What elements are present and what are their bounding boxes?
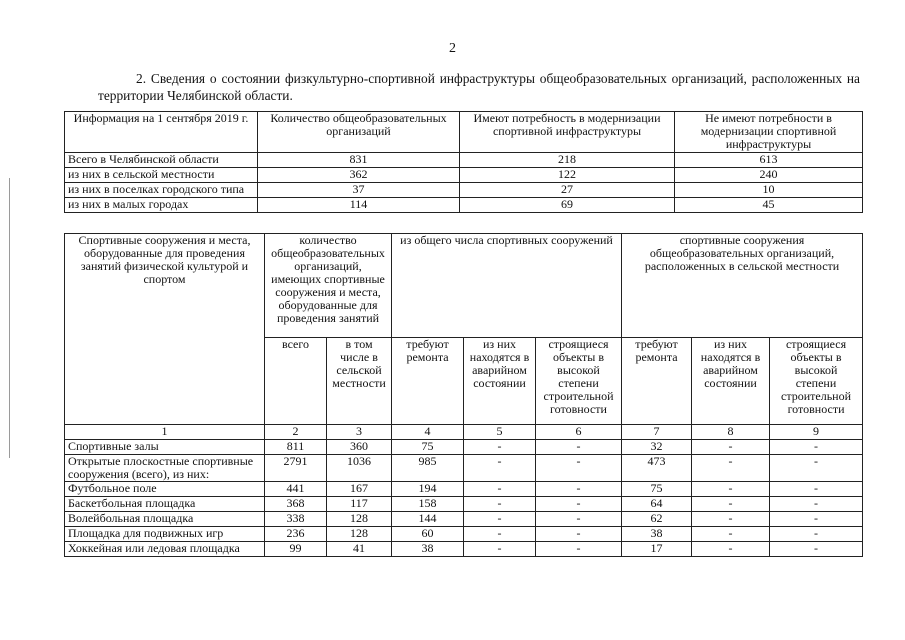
cell-value: -: [464, 497, 536, 512]
summary-header-need-modernization: Имеют потребность в модернизации спортивной инфраструктуры: [460, 112, 675, 153]
subheader-rural-repair: требуют ремонта: [622, 338, 692, 425]
table-row: [65, 542, 863, 557]
cell-value: 128: [327, 527, 392, 542]
row-label: Баскетбольная площадка: [65, 497, 265, 512]
cell-value: 10: [675, 183, 863, 198]
table-row: [65, 512, 863, 527]
column-number: 1: [65, 425, 265, 440]
cell-value: 75: [622, 482, 692, 497]
row-label: Хоккейная или ледовая площадка: [65, 542, 265, 557]
table-row: [65, 440, 863, 455]
row-label: Спортивные залы: [65, 440, 265, 455]
header-rural: спортивные сооружения общеобразовательных организаций, расположенных в сельской местности: [622, 234, 863, 338]
column-number: 5: [464, 425, 536, 440]
cell-value: 117: [327, 497, 392, 512]
table-row: [65, 497, 863, 512]
summary-header-no-need-modernization: Не имеют потребности в модернизации спортивной инфраструктуры: [675, 112, 863, 153]
cell-value: -: [692, 512, 770, 527]
cell-value: -: [770, 527, 863, 542]
table-row: [65, 482, 863, 497]
cell-value: -: [692, 455, 770, 482]
page-number: 2: [449, 41, 456, 56]
subheader-emergency: из них находятся в аварийном состоянии: [464, 338, 536, 425]
cell-value: 194: [392, 482, 464, 497]
column-number-row: [65, 425, 863, 440]
subheader-rural: в том числе в сельской местности: [327, 338, 392, 425]
section-heading: 2. Сведения о состоянии физкультурно-спортивной инфраструктуры общеобразовательных организаций, расположенных на территории Челябинской области.: [98, 71, 860, 103]
cell-value: 37: [258, 183, 460, 198]
cell-value: 218: [460, 153, 675, 168]
cell-value: 811: [265, 440, 327, 455]
cell-value: 41: [327, 542, 392, 557]
subheader-total: всего: [265, 338, 327, 425]
cell-value: 27: [460, 183, 675, 198]
row-label: Всего в Челябинской области: [65, 153, 258, 168]
subheader-rural-emergency: из них находятся в аварийном состоянии: [692, 338, 770, 425]
row-label: из них в малых городах: [65, 198, 258, 213]
cell-value: 473: [622, 455, 692, 482]
subheader-rural-under-construction: строящиеся объекты в высокой степени строительной готовности: [770, 338, 863, 425]
facilities-group-header-row: [65, 234, 863, 338]
cell-value: 362: [258, 168, 460, 183]
cell-value: 338: [265, 512, 327, 527]
cell-value: 122: [460, 168, 675, 183]
cell-value: -: [464, 542, 536, 557]
cell-value: 240: [675, 168, 863, 183]
cell-value: -: [770, 512, 863, 527]
cell-value: -: [536, 455, 622, 482]
facilities-table: [64, 233, 863, 557]
cell-value: 17: [622, 542, 692, 557]
cell-value: -: [464, 455, 536, 482]
column-number: 3: [327, 425, 392, 440]
cell-value: -: [770, 542, 863, 557]
row-label: Открытые плоскостные спортивные сооружения (всего), из них:: [65, 455, 265, 482]
table-row: [65, 168, 863, 183]
cell-value: 360: [327, 440, 392, 455]
cell-value: 99: [265, 542, 327, 557]
row-label: Площадка для подвижных игр: [65, 527, 265, 542]
column-number: 7: [622, 425, 692, 440]
header-facilities: Спортивные сооружения и места, оборудованные для проведения занятий физической культурой и спортом: [65, 234, 265, 425]
cell-value: -: [536, 527, 622, 542]
cell-value: 441: [265, 482, 327, 497]
table-row: [65, 198, 863, 213]
scan-margin-line: [9, 178, 10, 458]
cell-value: 985: [392, 455, 464, 482]
column-number: 8: [692, 425, 770, 440]
cell-value: 2791: [265, 455, 327, 482]
cell-value: -: [536, 482, 622, 497]
cell-value: 69: [460, 198, 675, 213]
cell-value: 38: [392, 542, 464, 557]
cell-value: 45: [675, 198, 863, 213]
summary-header-row: [65, 112, 863, 153]
cell-value: -: [692, 497, 770, 512]
row-label: из них в сельской местности: [65, 168, 258, 183]
cell-value: 114: [258, 198, 460, 213]
cell-value: 128: [327, 512, 392, 527]
cell-value: 613: [675, 153, 863, 168]
cell-value: -: [536, 440, 622, 455]
row-label: Футбольное поле: [65, 482, 265, 497]
cell-value: 75: [392, 440, 464, 455]
cell-value: 60: [392, 527, 464, 542]
cell-value: -: [770, 497, 863, 512]
cell-value: 158: [392, 497, 464, 512]
cell-value: 64: [622, 497, 692, 512]
cell-value: 236: [265, 527, 327, 542]
cell-value: -: [770, 455, 863, 482]
table-row: [65, 455, 863, 482]
table-row: [65, 527, 863, 542]
table-row: [65, 183, 863, 198]
column-number: 9: [770, 425, 863, 440]
row-label: Волейбольная площадка: [65, 512, 265, 527]
cell-value: 1036: [327, 455, 392, 482]
table-row: [65, 153, 863, 168]
cell-value: -: [692, 527, 770, 542]
cell-value: 38: [622, 527, 692, 542]
subheader-under-construction: строящиеся объекты в высокой степени строительной готовности: [536, 338, 622, 425]
cell-value: -: [464, 482, 536, 497]
cell-value: 144: [392, 512, 464, 527]
header-org-count: количество общеобразовательных организаций, имеющих спортивные сооружения и места, оборудованные для проведения занятий: [265, 234, 392, 338]
cell-value: -: [692, 482, 770, 497]
summary-header-info-date: Информация на 1 сентября 2019 г.: [65, 112, 258, 153]
cell-value: -: [464, 512, 536, 527]
cell-value: -: [770, 482, 863, 497]
cell-value: -: [692, 542, 770, 557]
column-number: 4: [392, 425, 464, 440]
cell-value: -: [692, 440, 770, 455]
row-label: из них в поселках городского типа: [65, 183, 258, 198]
column-number: 6: [536, 425, 622, 440]
cell-value: 368: [265, 497, 327, 512]
cell-value: -: [464, 527, 536, 542]
cell-value: 831: [258, 153, 460, 168]
cell-value: -: [536, 497, 622, 512]
cell-value: 62: [622, 512, 692, 527]
column-number: 2: [265, 425, 327, 440]
cell-value: 32: [622, 440, 692, 455]
header-of-total: из общего числа спортивных сооружений: [392, 234, 622, 338]
cell-value: -: [536, 542, 622, 557]
cell-value: -: [536, 512, 622, 527]
cell-value: -: [464, 440, 536, 455]
cell-value: 167: [327, 482, 392, 497]
summary-header-org-count: Количество общеобразовательных организаций: [258, 112, 460, 153]
subheader-repair: требуют ремонта: [392, 338, 464, 425]
cell-value: -: [770, 440, 863, 455]
summary-table: [64, 111, 863, 213]
